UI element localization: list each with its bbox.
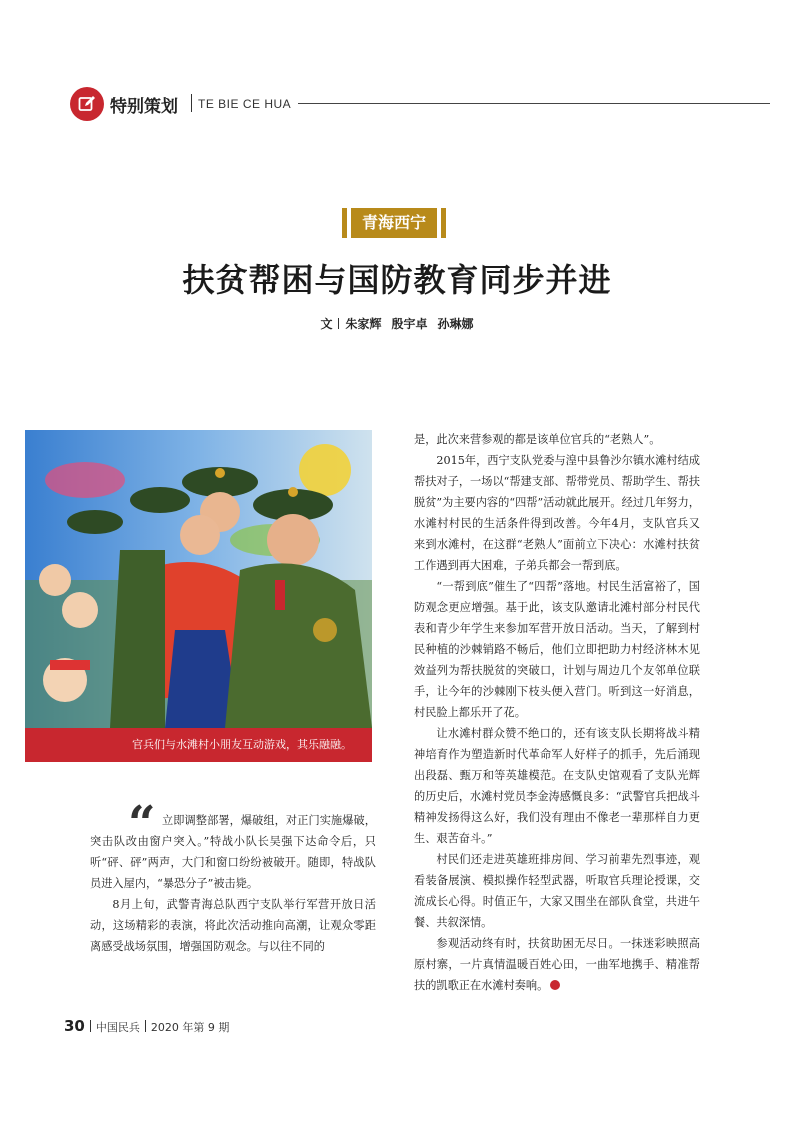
magazine-name: 中国民兵 (95, 1021, 140, 1034)
body-paragraph: 让水滩村群众赞不绝口的，还有该支队长期将战斗精神培育作为塑造新时代革命军人好样子的抓手，先后涌现出段磊、甄万和等英雄模范。在支队史馆观看了支队光辉的历史后，水滩村党员李金涛感慨良多：“武警官兵把战斗精神发扬得这么好，我们没有理由不像老一辈那样自力更生、艰苦奋斗。” (414, 727, 700, 845)
body-paragraph (414, 933, 700, 996)
tag-bar-left (342, 208, 347, 238)
body-paragraph: 村民们还走进英雄班排房间、学习前辈先烈事迹，观看装备展演、模拟操作轻型武器，听取官兵理论授课，交流成长心得。时值正午，大家又围坐在部队食堂，共进午餐、共叙深情。 (414, 853, 700, 929)
body-paragraph: 8月上旬，武警青海总队西宁支队举行军营开放日活动，这场精彩的表演，将此次活动推向高潮，让观众零距离感受战场氛围，增强国防观念。与以往不同的 (90, 898, 376, 953)
byline-label: 文 (320, 317, 333, 331)
body-paragraph: 2015年，西宁支队党委与湟中县鲁沙尔镇水滩村结成帮扶对子，一场以“帮建支部、帮带党员、帮助学生、帮扶脱贫”为主要内容的“四帮”活动就此展开。经过几年努力，水滩村村民的生活条件得到改善。今年4月，支队官兵又来到水滩村，在这群“老熟人”面前立下决心：水滩村扶贫工作遇到再大困难，子弟兵都会一帮到底。 (414, 454, 700, 572)
page-footer (64, 1017, 229, 1035)
photo-caption-text: 官兵们与水滩村小朋友互动游戏，其乐融融。 (132, 738, 352, 751)
footer-divider (90, 1020, 91, 1032)
body-paragraph (90, 810, 376, 894)
author-name: 朱家辉 (345, 317, 382, 331)
end-mark-icon (550, 980, 560, 990)
section-title: 特别策划 (110, 97, 178, 117)
quote-open-mark: “ (128, 796, 156, 852)
article-title: 扶贫帮困与国防教育同步并进 (182, 261, 612, 299)
body-paragraph: “一帮到底”催生了“四帮”落地。村民生活富裕了，国防观念更应增强。基于此，该支队邀请北滩村部分村民代表和青少年学生来参加军营开放日活动。当天，了解到村民种植的沙棘销路不畅后，他们立即把助力村经济林木见效益列为帮扶脱贫的突破口，计划与周边几个友邻单位联手，让今年的沙棘刚下枝头便入营门。听到这一好消息，村民脸上都乐开了花。 (414, 580, 700, 719)
section-icon (70, 87, 104, 121)
footer-divider (145, 1020, 146, 1032)
paragraph-text: 参观活动终有时，扶贫助困无尽日。一抹迷彩映照高原村寨，一片真情温暖百姓心田，一曲军地携手、精准帮扶的凯歌正在水滩村奏响。 (414, 937, 700, 992)
body-paragraph: 是，此次来营参观的都是该单位官兵的“老熟人”。 (414, 433, 661, 446)
author-name: 殷宇卓 (391, 317, 428, 331)
left-column (90, 810, 376, 957)
paragraph-text: 立即调整部署，爆破组，对正门实施爆破，突击队改由窗户突入。”特战小队长吴强下达命令后，只听“砰、砰”两声，大门和窗口纷纷被破开。随即，特战队员进入屋内，“暴恐分子”被击毙。 (90, 814, 376, 890)
tag-bar-right (441, 208, 446, 238)
photo-caption (25, 728, 372, 762)
byline-divider (338, 318, 339, 329)
section-title-en: TE BIE CE HUA (198, 97, 292, 111)
location-tag (342, 208, 446, 238)
pencil-edit-icon (78, 95, 96, 113)
header-rule (298, 103, 770, 104)
soldiers-with-children-photo (25, 430, 372, 728)
byline (0, 315, 794, 332)
header-divider (191, 94, 192, 112)
issue-label: 2020 年第 9 期 (150, 1021, 230, 1034)
author-name: 孙琳娜 (437, 317, 474, 331)
article-photo (25, 430, 372, 728)
tag-label: 青海西宁 (351, 208, 437, 238)
page-number: 30 (64, 1017, 85, 1035)
right-column (414, 429, 700, 996)
